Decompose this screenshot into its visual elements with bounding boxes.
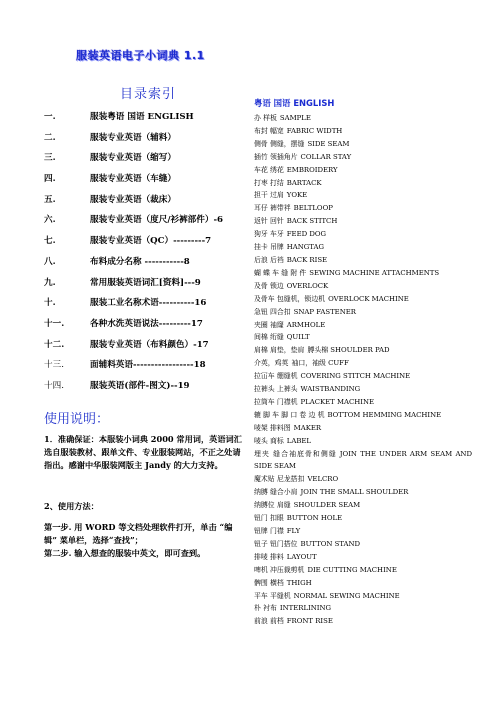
glossary-term-chinese: 介英，鸡英 bbox=[254, 359, 289, 368]
glossary-term-chinese: 后浪 后裆 bbox=[254, 255, 284, 264]
glossary-entry bbox=[254, 306, 472, 319]
glossary-term-chinese: 拉冚车 绷缝机 bbox=[254, 372, 298, 381]
glossary-entry bbox=[254, 357, 472, 370]
glossary-term-english: BELTLOOP bbox=[293, 204, 333, 213]
toc-item-number: 四. bbox=[44, 174, 56, 185]
glossary-term-english: THIGH bbox=[286, 578, 312, 587]
glossary-entry bbox=[254, 164, 472, 177]
table-of-contents bbox=[44, 107, 244, 397]
glossary-entry bbox=[254, 370, 472, 383]
glossary-term-english: MAKER bbox=[293, 423, 322, 432]
glossary-entry bbox=[254, 228, 472, 241]
glossary-entry bbox=[254, 293, 472, 306]
glossary-entry bbox=[254, 422, 472, 435]
glossary-term-english: FABRIC WIDTH bbox=[286, 126, 343, 135]
glossary-entry bbox=[254, 538, 472, 551]
glossary-entry bbox=[254, 448, 472, 474]
glossary-term-english: ARMHOLE bbox=[286, 320, 326, 329]
glossary-term-chinese: 朴 衬布 bbox=[254, 604, 277, 613]
glossary-term-english: SAMPLE bbox=[279, 114, 311, 122]
glossary-list bbox=[254, 112, 472, 628]
glossary-term-chinese: 前浪 前档 bbox=[254, 617, 284, 626]
toc-heading: 目录索引 bbox=[120, 87, 177, 102]
toc-item-number: 十四. bbox=[44, 380, 64, 391]
glossary-entry bbox=[254, 151, 472, 164]
toc-item[interactable] bbox=[44, 376, 244, 397]
glossary-term-english: SNAP FASTENER bbox=[293, 307, 356, 316]
glossary-term-chinese: 办 样板 bbox=[254, 114, 277, 122]
glossary-entry bbox=[254, 409, 472, 422]
glossary-term-english: HANGTAG bbox=[286, 243, 324, 252]
toc-item-label: 服装专业英语（辅料） bbox=[90, 132, 176, 143]
glossary-entry bbox=[254, 551, 472, 564]
toc-item-number: 十一. bbox=[44, 318, 65, 329]
toc-item[interactable] bbox=[44, 355, 244, 376]
glossary-term-english: FLY bbox=[286, 527, 301, 535]
toc-item-number: 九. bbox=[44, 277, 56, 288]
glossary-entry bbox=[254, 590, 472, 603]
glossary-term-english: OVERLOCK MACHINE bbox=[328, 294, 409, 303]
glossary-entry bbox=[254, 202, 472, 215]
toc-item-label: 服装专业英语（布料颜色）-17 bbox=[90, 339, 209, 350]
glossary-entry bbox=[254, 241, 472, 254]
glossary-term-english: VELCRO bbox=[307, 475, 339, 484]
glossary-entry bbox=[254, 525, 472, 538]
glossary-header: 粤语 国语 ENGLISH bbox=[254, 98, 335, 108]
glossary-term-chinese: 侧骨 侧缝，摆缝 bbox=[254, 139, 305, 148]
toc-item[interactable] bbox=[44, 314, 244, 335]
toc-item[interactable] bbox=[44, 190, 244, 211]
toc-item-number: 十. bbox=[44, 298, 56, 309]
glossary-term-chinese: 车花 绣花 bbox=[254, 165, 284, 174]
glossary-term-english: BOTTOM HEMMING MACHINE bbox=[327, 410, 442, 419]
glossary-term-chinese: 钮牌 门襟 bbox=[254, 527, 284, 535]
glossary-term-english: 膊头棉 SHOULDER PAD bbox=[307, 346, 390, 355]
glossary-entry bbox=[254, 280, 472, 293]
glossary-term-english: QUILT bbox=[286, 333, 310, 342]
glossary-column bbox=[254, 97, 472, 628]
toc-item[interactable] bbox=[44, 128, 244, 149]
glossary-entry bbox=[254, 344, 472, 357]
glossary-entry bbox=[254, 267, 472, 280]
glossary-entry bbox=[254, 602, 472, 615]
toc-item-label: 服装专业英语（车缝） bbox=[90, 174, 176, 185]
toc-item[interactable] bbox=[44, 148, 244, 169]
glossary-term-chinese: 啤机 冲压裁剪机 bbox=[254, 565, 305, 574]
glossary-term-english: NORMAL SEWING MACHINE bbox=[293, 591, 400, 600]
toc-item-label: 服装英语(部件-图文)--19 bbox=[90, 380, 190, 391]
glossary-term-english: SIDE SEAM bbox=[307, 139, 350, 148]
glossary-term-chinese: 肩棉 肩垫，垫肩 bbox=[254, 346, 305, 355]
glossary-term-chinese: 挂卡 吊牌 bbox=[254, 243, 284, 252]
glossary-entry bbox=[254, 499, 472, 512]
glossary-term-chinese: 唛头 商标 bbox=[254, 436, 284, 445]
toc-item[interactable] bbox=[44, 293, 244, 314]
glossary-entry bbox=[254, 383, 472, 396]
glossary-term-chinese: 及骨车 包缝机，锁边机 bbox=[254, 294, 326, 303]
glossary-entry bbox=[254, 189, 472, 202]
glossary-term-english: EMBROIDERY bbox=[286, 165, 338, 174]
usage-paragraph-4: 第二步. 输入想查的服装中英文，即可查到。 bbox=[44, 548, 206, 558]
toc-item-label: 布料成分名称 -----------8 bbox=[90, 256, 190, 267]
glossary-term-english: COLLAR STAY bbox=[300, 152, 352, 161]
glossary-term-english: BACK RISE bbox=[286, 255, 328, 264]
glossary-term-chinese: 拉裤头 上裤头 bbox=[254, 385, 298, 394]
glossary-term-chinese: 间棉 绗缝 bbox=[254, 333, 284, 342]
glossary-term-english: OVERLOCK bbox=[286, 281, 329, 290]
glossary-entry bbox=[254, 615, 472, 628]
glossary-entry bbox=[254, 473, 472, 486]
toc-item[interactable] bbox=[44, 210, 244, 231]
glossary-entry bbox=[254, 564, 472, 577]
glossary-entry bbox=[254, 319, 472, 332]
glossary-entry bbox=[254, 112, 472, 125]
glossary-term-chinese: 急钮 四合扣 bbox=[254, 307, 291, 316]
toc-item-label: 服装专业英语（度尺/衫裤部件）-6 bbox=[90, 215, 223, 226]
glossary-term-english: LABEL bbox=[286, 436, 311, 445]
toc-item-label: 服装粤语 国语 ENGLISH bbox=[90, 112, 194, 122]
glossary-term-english: FRONT RISE bbox=[286, 617, 333, 626]
toc-item[interactable] bbox=[44, 273, 244, 294]
glossary-term-english: YOKE bbox=[286, 191, 308, 200]
toc-item-number: 十三. bbox=[44, 360, 64, 371]
glossary-term-chinese: 耳仔 裤带袢 bbox=[254, 204, 291, 213]
toc-item-label: 服装工业名称术语----------16 bbox=[90, 298, 207, 309]
glossary-entry bbox=[254, 254, 472, 267]
glossary-term-english: COVERING STITCH MACHINE bbox=[300, 372, 411, 381]
glossary-term-chinese: 唛架 排料图 bbox=[254, 423, 291, 432]
usage-paragraph-1: 1．准确保证：本服装小词典 2000 常用词，英语词汇选自服装教材、跟单文件、专业服装网站，不正之处请指出。感谢中华服装网版主 Jandy 的大力支持。 bbox=[44, 434, 242, 470]
glossary-entry bbox=[254, 331, 472, 344]
toc-item-number: 八. bbox=[44, 256, 56, 267]
glossary-entry bbox=[254, 215, 472, 228]
glossary-term-chinese: 狗牙 车牙 bbox=[254, 230, 284, 239]
glossary-term-chinese: 纳膊 缝合小肩 bbox=[254, 488, 298, 497]
glossary-term-chinese: 插竹 领插角片 bbox=[254, 152, 298, 161]
glossary-term-chinese: 辘 脚 车 脚 口 卷 边 机 bbox=[254, 410, 325, 419]
glossary-term-english: SHOULDER SEAM bbox=[293, 501, 361, 510]
toc-item[interactable] bbox=[44, 169, 244, 190]
toc-item-number: 五. bbox=[44, 194, 56, 205]
glossary-entry bbox=[254, 577, 472, 590]
glossary-entry bbox=[254, 138, 472, 151]
toc-item-number: 十二. bbox=[44, 339, 65, 350]
glossary-term-english: SEWING MACHINE ATTACHMENTS bbox=[309, 268, 440, 277]
glossary-term-chinese: 魔术贴 尼龙搭扣 bbox=[254, 475, 305, 484]
glossary-term-english: INTERLINING bbox=[279, 604, 332, 613]
toc-item-number: 六. bbox=[44, 215, 56, 226]
toc-item-label: 面辅料英语-----------------18 bbox=[90, 360, 206, 371]
toc-item-number: 三. bbox=[44, 153, 56, 164]
toc-item[interactable] bbox=[44, 231, 244, 252]
toc-item-label: 各种水洗英语说法---------17 bbox=[90, 318, 203, 329]
toc-item[interactable] bbox=[44, 335, 244, 356]
glossary-term-chinese: 纳膊位 肩缝 bbox=[254, 501, 291, 510]
glossary-entry bbox=[254, 486, 472, 499]
glossary-term-chinese: 及骨 锁边 bbox=[254, 281, 284, 290]
glossary-term-chinese: 拉筒车 门襟机 bbox=[254, 397, 298, 406]
glossary-term-english: LAYOUT bbox=[286, 552, 317, 561]
glossary-term-english: JOIN THE SMALL SHOULDER bbox=[300, 488, 409, 497]
glossary-term-english: BACK STITCH bbox=[286, 217, 338, 226]
glossary-term-english: PLACKET MACHINE bbox=[300, 397, 375, 406]
toc-item-number: 二. bbox=[44, 132, 56, 143]
glossary-term-chinese: 布封 幅宽 bbox=[254, 126, 284, 135]
glossary-term-chinese: 埋夹 缝合袖底骨和侧缝 bbox=[254, 449, 337, 458]
glossary-term-english: 袖口，袖级 CUFF bbox=[291, 359, 349, 368]
glossary-entry bbox=[254, 512, 472, 525]
glossary-entry bbox=[254, 177, 472, 190]
glossary-term-english: JOIN THE UNDER ARM SEAM AND SIDE SEAM bbox=[254, 449, 472, 471]
toc-item-label: 服装专业英语（缩写） bbox=[90, 153, 176, 164]
glossary-term-chinese: 担干 过肩 bbox=[254, 191, 284, 200]
toc-item-label: 常用服装英语词汇[资料]---9 bbox=[90, 277, 201, 288]
glossary-entry bbox=[254, 125, 472, 138]
glossary-term-chinese: 排唛 排料 bbox=[254, 552, 284, 561]
glossary-term-english: BUTTON STAND bbox=[300, 539, 361, 548]
glossary-term-chinese: 蝴 蝶 车 缝 附 件 bbox=[254, 268, 307, 277]
glossary-term-english: BARTACK bbox=[286, 178, 322, 187]
glossary-term-chinese: 返针 回针 bbox=[254, 217, 284, 226]
toc-item-label: 服装专业英语（QC）---------7 bbox=[90, 236, 212, 247]
glossary-entry bbox=[254, 396, 472, 409]
toc-item[interactable] bbox=[44, 107, 244, 128]
glossary-term-chinese: 平车 平缝机 bbox=[254, 591, 291, 600]
glossary-term-english: FEED DOG bbox=[286, 230, 326, 239]
glossary-term-english: DIE CUTTING MACHINE bbox=[307, 565, 397, 574]
toc-item-number: 七. bbox=[44, 236, 56, 247]
usage-paragraph-3: 第一步. 用 WORD 等文档处理软件打开，单击 “编辑” 菜单栏，选择“查找”； bbox=[44, 522, 233, 545]
glossary-term-chinese: 髀围 横档 bbox=[254, 578, 284, 587]
glossary-term-chinese: 钮子 钮门搭位 bbox=[254, 539, 298, 548]
glossary-term-english: BUTTON HOLE bbox=[286, 514, 343, 523]
toc-item-label: 服装专业英语（裁床） bbox=[90, 194, 176, 205]
usage-heading: 使用说明： bbox=[44, 412, 110, 427]
glossary-term-chinese: 打枣 打结 bbox=[254, 178, 284, 187]
toc-item[interactable] bbox=[44, 252, 244, 273]
usage-paragraph-2: 2、使用方法： bbox=[44, 501, 99, 511]
document-title: 服装英语电子小词典 1.1 bbox=[76, 49, 205, 62]
glossary-term-chinese: 夹圈 袖窿 bbox=[254, 320, 284, 329]
glossary-term-english: WAISTBANDING bbox=[300, 385, 361, 394]
glossary-term-chinese: 钮门 扣眼 bbox=[254, 514, 284, 523]
toc-item-number: 一. bbox=[44, 112, 56, 122]
glossary-entry bbox=[254, 435, 472, 448]
